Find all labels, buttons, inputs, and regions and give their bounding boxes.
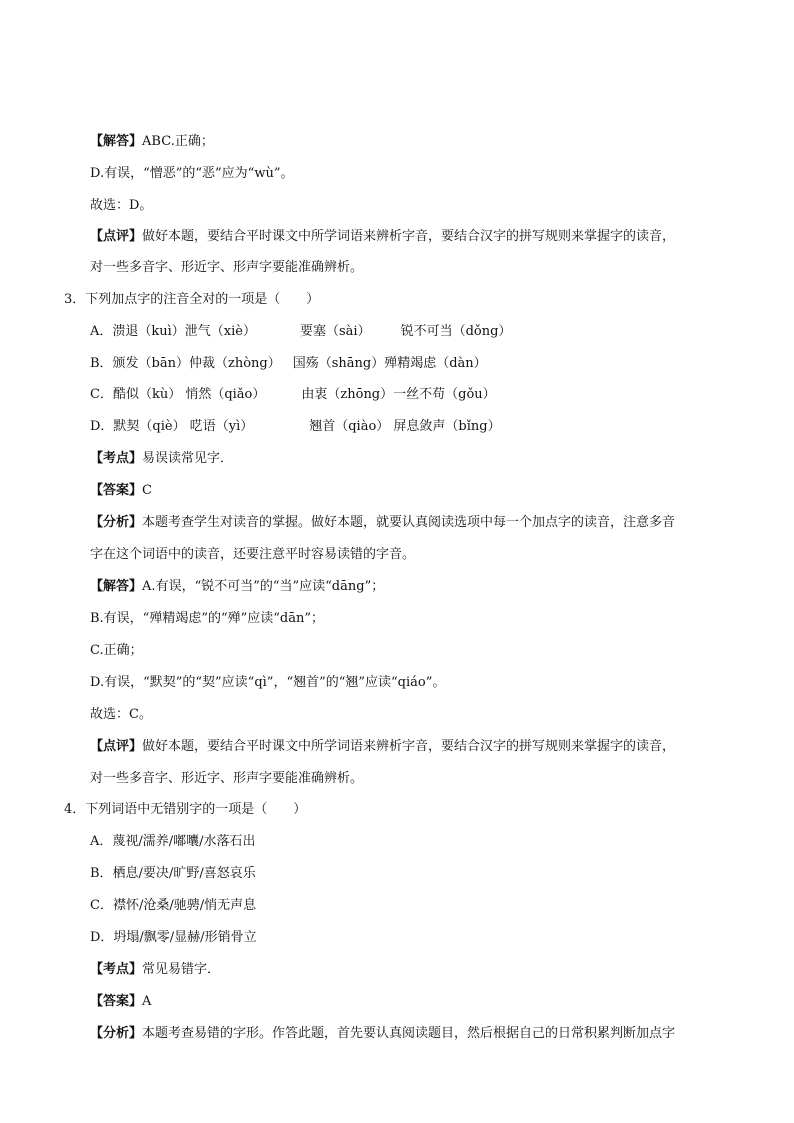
fenxi-line: 【分析】本题考查学生对读音的掌握。做好本题，就要认真阅读选项中每一个加点字的读音，注意多音 — [90, 515, 676, 530]
option-b: B．栖息/要决/旷野/喜怒哀乐 — [90, 866, 256, 881]
fenxi-line: 【分析】本题考查易错的字形。作答此题，首先要认真阅读题目，然后根据自己的日常积累判断加点字 — [90, 1026, 676, 1041]
daan-line: 【答案】A — [90, 994, 152, 1009]
line-text: ABC.正确； — [142, 134, 214, 149]
text-line: B.有误，“殚精竭虑”的“殚”应读“dān”； — [90, 611, 325, 626]
comment-line: 【点评】做好本题，要结合平时课文中所学词语来辨析字音，要结合汉字的拼写规则来掌握字的读音， — [90, 229, 676, 244]
text-line: 字在这个词语中的读音，还要注意平时容易读错的字音。 — [90, 547, 416, 562]
question-stem: 4．下列词语中无错别字的一项是（ ） — [64, 802, 307, 817]
line-text: 做好本题，要结合平时课文中所学词语来辨析字音，要结合汉字的拼写规则来掌握字的读音， — [142, 229, 676, 244]
option-d: D．坍塌/飘零/显赫/形销骨立 — [90, 930, 257, 945]
option-a: A．溃退（kuì）泄气（xiè） 要塞（sài） 锐不可当（dǒng） — [90, 324, 512, 339]
section-tag: 解答 — [103, 134, 130, 149]
kaodian-line: 【考点】常见易错字． — [90, 962, 221, 977]
section-tag: 答案 — [103, 483, 130, 498]
option-c: C．酷似（kù） 悄然（qiǎo） 由衷（zhōng）一丝不苟（gǒu） — [90, 387, 496, 402]
option-b: B．颁发（bān）仲裁（zhòng） 国殇（shāng）殚精竭虑（dàn） — [90, 356, 487, 371]
section-tag: 考点 — [103, 451, 130, 466]
jieda-line: 【解答】A.有误，“锐不可当”的“当”应读“dāng”； — [90, 579, 385, 594]
kaodian-line: 【考点】易误读常见字． — [90, 451, 234, 466]
text-line: 故选：D。 — [90, 198, 153, 213]
text-line: D.有误，“默契”的“契”应读“qì”，“翘首”的“翘”应读“qiáo”。 — [90, 675, 446, 690]
section-tag: 点评 — [103, 229, 130, 244]
daan-line: 【答案】C — [90, 483, 152, 498]
dianping-line: 【点评】做好本题，要结合平时课文中所学词语来辨析字音，要结合汉字的拼写规则来掌握字的读音， — [90, 739, 676, 754]
section-tag: 解答 — [103, 579, 130, 594]
option-a: A．蔑视/濡养/嘟囔/水落石出 — [90, 834, 256, 849]
text-line: 对一些多音字、形近字、形声字要能准确辨析。 — [90, 771, 364, 786]
question-stem: 3．下列加点字的注音全对的一项是（ ） — [64, 292, 320, 307]
text-line: 故选：C。 — [90, 707, 152, 722]
text-line: C.正确； — [90, 643, 143, 658]
section-tag: 点评 — [103, 739, 130, 754]
option-c: C．襟怀/沧桑/驰骋/悄无声息 — [90, 898, 257, 913]
answer-line: 【解答】ABC.正确； — [90, 134, 214, 149]
text-line: 对一些多音字、形近字、形声字要能准确辨析。 — [90, 260, 364, 275]
section-tag: 考点 — [103, 962, 130, 977]
section-tag: 分析 — [103, 515, 130, 530]
text-line: D.有误，“憎恶”的“恶”应为“wù”。 — [90, 166, 294, 181]
option-d: D．默契（qiè） 呓语（yì） 翘首（qiào） 屏息敛声（bǐng） — [90, 419, 501, 434]
section-tag: 答案 — [103, 994, 130, 1009]
section-tag: 分析 — [103, 1026, 130, 1041]
